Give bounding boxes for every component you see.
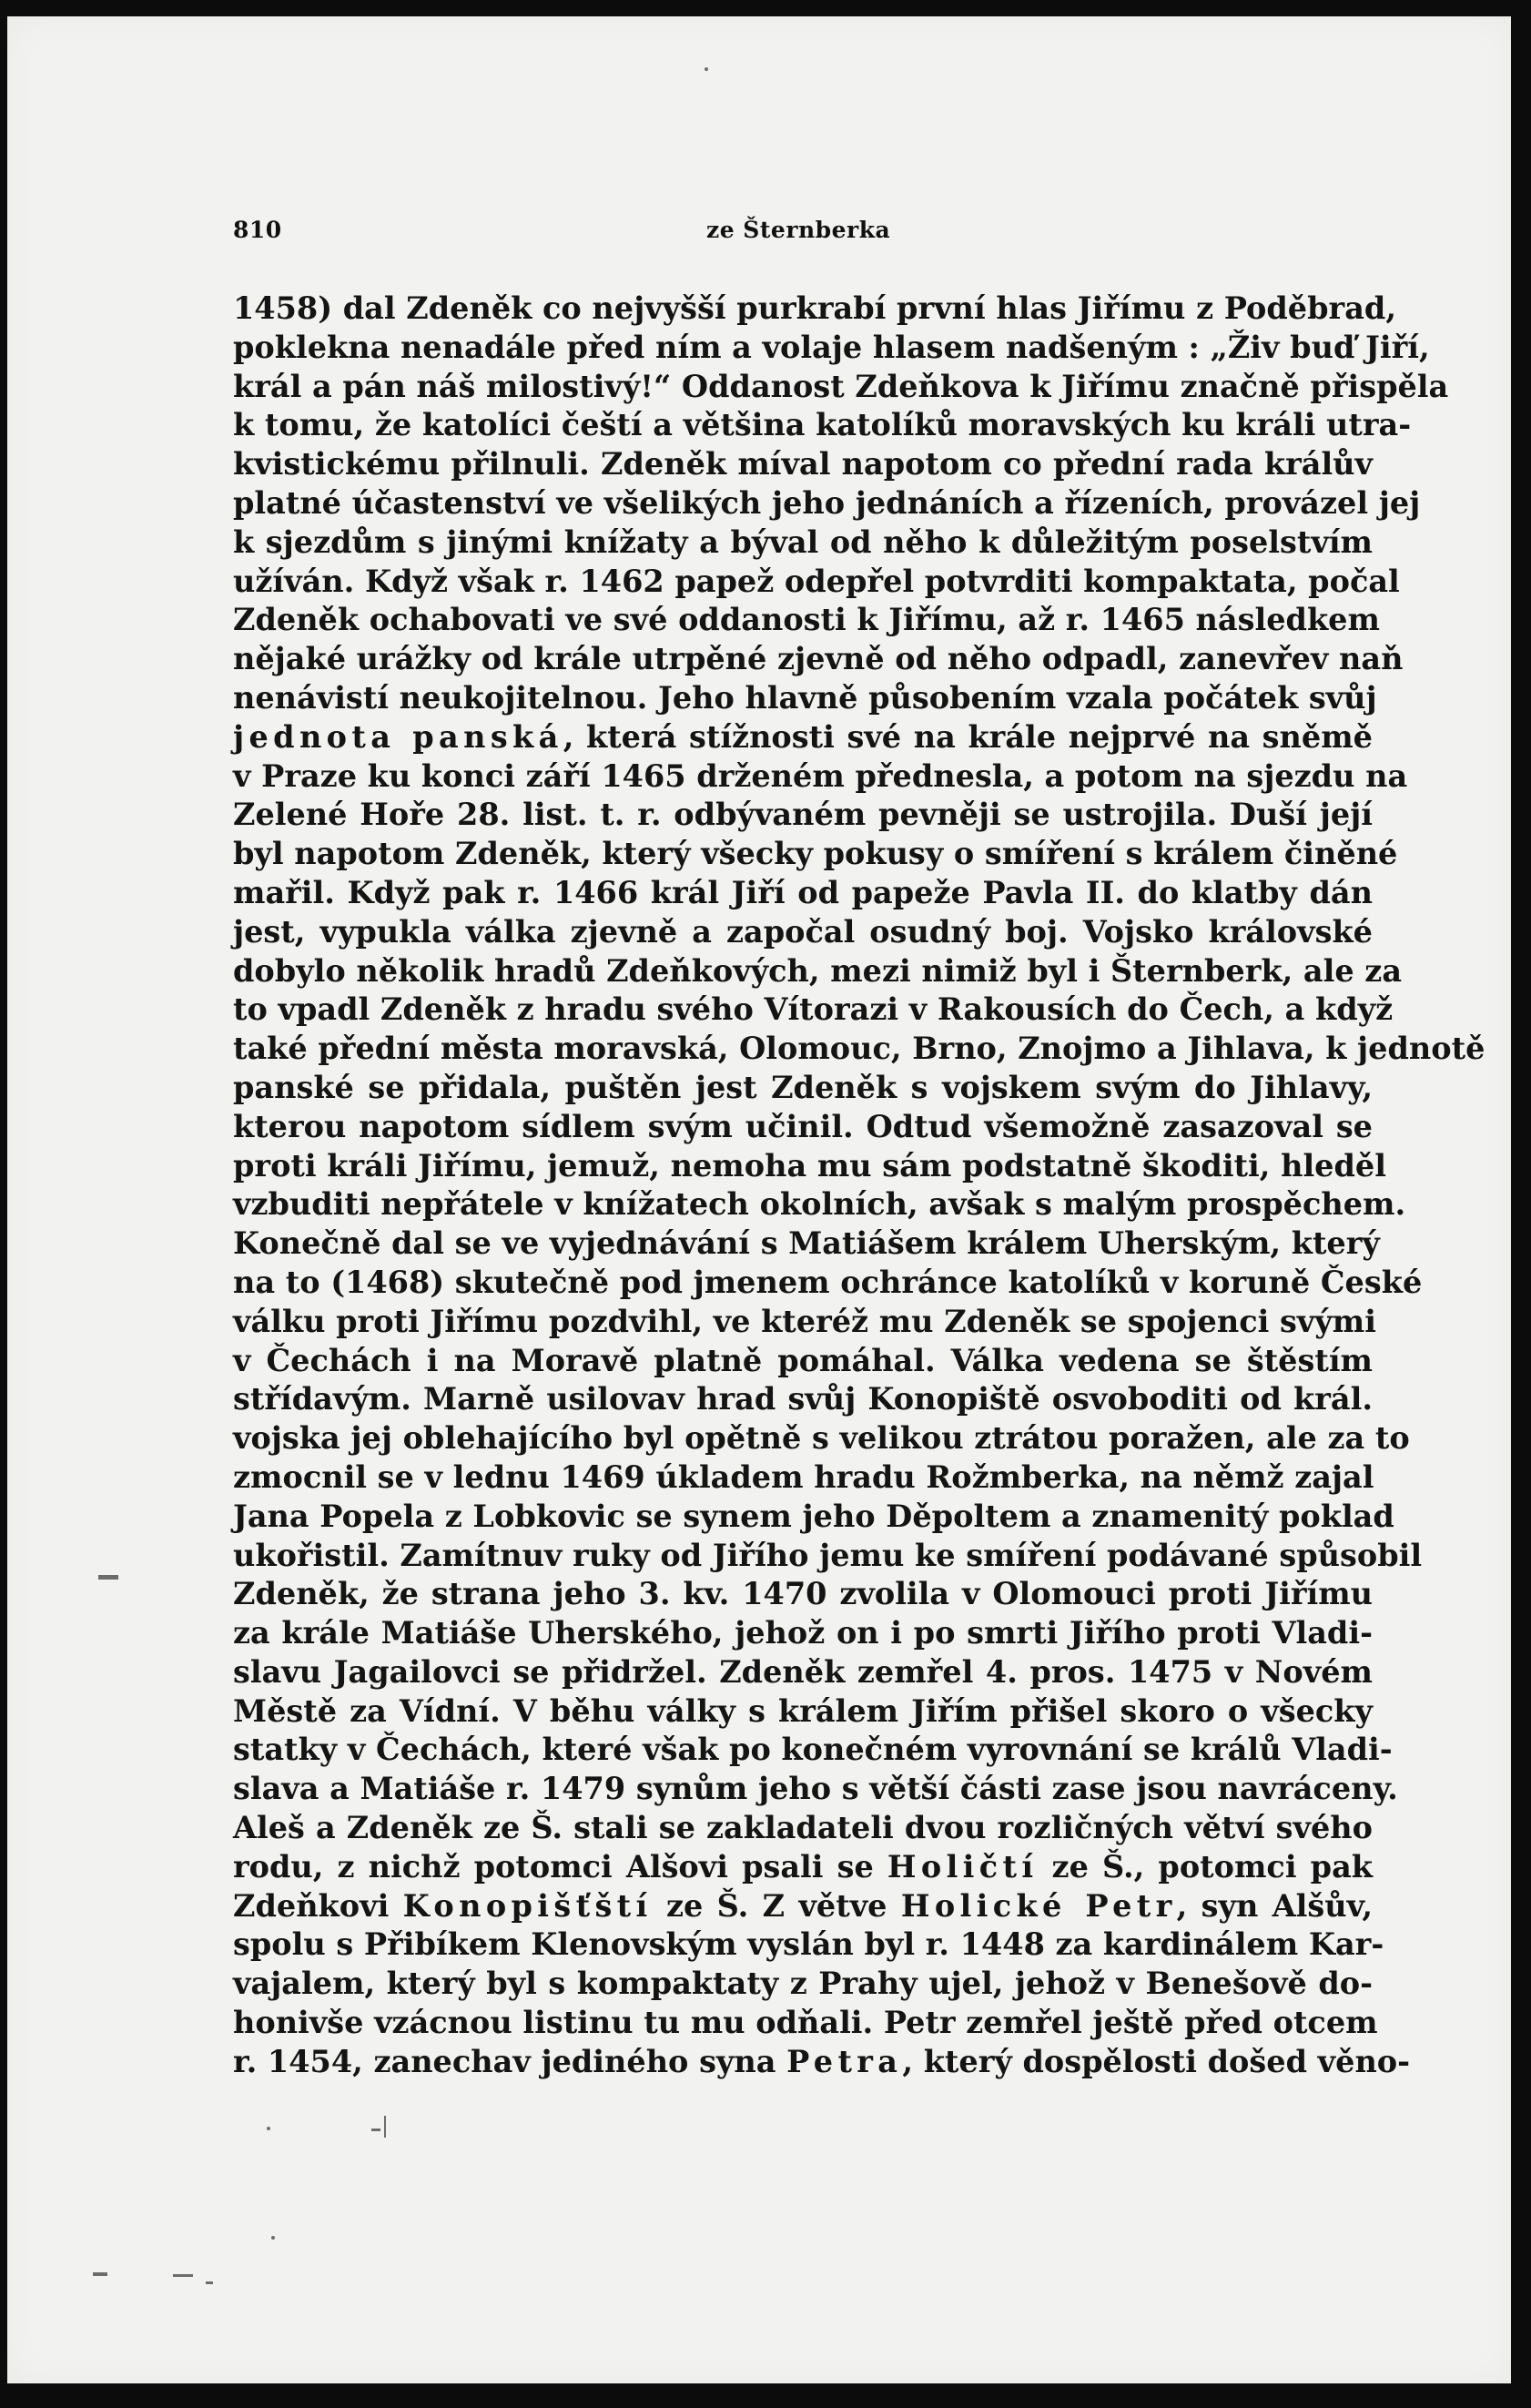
text-line: vzbuditi nepřátele v knížatech okolních, avšak s malým prospěchem. (233, 1186, 1406, 1223)
scan-speck (173, 2274, 193, 2277)
text-line (233, 718, 1373, 757)
body-text (233, 290, 1485, 2082)
spaced-term: Petra (786, 2043, 903, 2079)
text-line: 1458) dal Zdeněk co nejvyšší purkrabí první hlas Jiřímu z Poděbrad, (233, 290, 1396, 326)
scan-speck (271, 2236, 275, 2240)
text-fragment: r. 1454, zanechav jediného syna (233, 2043, 787, 2079)
text-fragment: ze Š. Z větve (652, 1887, 901, 1924)
text-line: to vpadl Zdeněk z hradu svého Vítorazi v Rakousích do Čech, a když (233, 991, 1394, 1028)
text-line (233, 2043, 1411, 2082)
page-header (233, 217, 1373, 257)
text-line: mařil. Když pak r. 1466 král Jiří od papeže Pavla II. do klatby dán (233, 874, 1373, 910)
text-line: nějaké urážky od krále utrpěné zjevně od něho odpadl, zanevřev naň (233, 641, 1404, 677)
text-line: poklekna nenadále před ním a volaje hlasem nadšeným : „Živ buď Jiří, (233, 329, 1430, 365)
text-line: střídavým. Marně usilovav hrad svůj Konopiště osvoboditi od král. (233, 1381, 1373, 1417)
text-line: dobylo několik hradů Zdeňkových, mezi nimiž byl i Šternberk, ale za (233, 952, 1403, 989)
text-line: na to (1468) skutečně pod jmenem ochránce katolíků v koruně České (233, 1264, 1423, 1300)
text-fragment: rodu, z nichž potomci Alšovi psali se (233, 1848, 887, 1885)
text-fragment: , syn Alšův, (1176, 1887, 1373, 1924)
text-line: v Praze ku konci září 1465 drženém přednesla, a potom na sjezdu na (233, 757, 1408, 794)
text-line: nenávistí neukojitelnou. Jeho hlavně působením vzala počátek svůj (233, 679, 1377, 716)
spaced-term: Konopišťští (402, 1887, 653, 1924)
text-line (233, 1848, 1373, 1887)
text-line: k tomu, že katolíci čeští a většina katolíků moravských ku králi utra- (233, 407, 1412, 443)
text-line: Aleš a Zdeněk ze Š. stali se zakladateli dvou rozličných větví svého (233, 1810, 1373, 1846)
scan-speck (371, 2129, 380, 2131)
text-fragment: , která stížnosti své na krále nejprvé na sněmě (563, 718, 1373, 755)
text-line: válku proti Jiřímu pozdvihl, ve kteréž mu Zdeněk se spojenci svými (233, 1303, 1376, 1339)
text-line: Zdeněk ochabovati ve své oddanosti k Jiřímu, až r. 1465 následkem (233, 602, 1380, 638)
text-line: kterou napotom sídlem svým učinil. Odtud všemožně zasazoval se (233, 1108, 1373, 1144)
text-line: ukořistil. Zamítnuv ruky od Jiřího jemu ke smíření podávané spůsobil (233, 1537, 1423, 1573)
scan-speck (206, 2281, 213, 2284)
text-line: slava a Matiáše r. 1479 synům jeho s větší části zase jsou navráceny. (233, 1771, 1398, 1807)
text-line (233, 1887, 1373, 1926)
text-line: za krále Matiáše Uherského, jehož on i po smrti Jiřího proti Vladi- (233, 1615, 1373, 1651)
text-fragment: Zdeňkovi (233, 1887, 403, 1924)
text-line: kvistickému přilnuli. Zdeněk míval napotom co přední rada králův (233, 446, 1373, 483)
text-line: panské se přidala, puštěn jest Zdeněk s vojskem svým do Jihlavy, (233, 1069, 1373, 1105)
text-line: zmocnil se v lednu 1469 úkladem hradu Rožmberka, na němž zajal (233, 1458, 1374, 1495)
spaced-term: Holičtí (887, 1848, 1039, 1885)
scan-speck (705, 67, 708, 71)
text-line: platné účastenství ve všelikých jeho jednáních a řízeních, provázel jej (233, 484, 1421, 521)
margin-mark (98, 1575, 118, 1580)
running-head: ze Šternberka (706, 217, 891, 243)
text-line: také přední města moravská, Olomouc, Brno, Znojmo a Jihlava, k jednotě (233, 1031, 1485, 1067)
spaced-term: Holické Petr (900, 1887, 1177, 1924)
scan-speck (267, 2127, 270, 2130)
text-line: spolu s Přibíkem Klenovským vyslán byl r. 1448 za kardinálem Kar- (233, 1926, 1384, 1963)
scan-speck (93, 2272, 107, 2276)
text-line: Jana Popela z Lobkovic se synem jeho Děpoltem a znamenitý poklad (233, 1498, 1394, 1534)
book-page (7, 16, 1511, 2383)
text-line: byl napotom Zdeněk, který všecky pokusy o smíření s králem činěné (233, 836, 1398, 872)
page-number: 810 (233, 217, 282, 243)
text-fragment: , který dospělosti došed věno- (902, 2043, 1411, 2079)
text-line: užíván. Když však r. 1462 papež odepřel potvrditi kompaktata, počal (233, 563, 1400, 599)
text-line: slavu Jagailovci se přidržel. Zdeněk zemřel 4. pros. 1475 v Novém (233, 1653, 1373, 1690)
text-line: proti králi Jiřímu, jemuž, nemoha mu sám podstatně škoditi, hleděl (233, 1147, 1386, 1184)
text-line: statky v Čechách, které však po konečném vyrovnání se králů Vladi- (233, 1732, 1393, 1768)
text-line: vojska jej oblehajícího byl opětně s velikou ztrátou poražen, ale za to (233, 1420, 1410, 1457)
text-line: král a pán náš milostivý!“ Oddanost Zdeňkova k Jiřímu značně přispěla (233, 368, 1449, 404)
text-line: Zelené Hoře 28. list. t. r. odbývaném pevněji se ustrojila. Duší její (233, 797, 1373, 833)
text-line: Konečně dal se ve vyjednávání s Matiášem králem Uherským, který (233, 1225, 1380, 1262)
scan-speck (384, 2116, 386, 2138)
text-line: Zdeněk, že strana jeho 3. kv. 1470 zvolila v Olomouci proti Jiřímu (233, 1576, 1373, 1612)
spaced-term: jednota panská (233, 718, 563, 755)
text-line: honivše vzácnou listinu tu mu odňali. Petr zemřel ještě před otcem (233, 2005, 1378, 2041)
text-fragment: ze Š., potomci pak (1038, 1848, 1373, 1885)
text-line: jest, vypukla válka zjevně a započal osudný boj. Vojsko královské (233, 913, 1373, 950)
text-line: Městě za Vídní. V běhu války s králem Jiřím přišel skoro o všecky (233, 1692, 1373, 1729)
text-line: v Čechách i na Moravě platně pomáhal. Válka vedena se štěstím (233, 1342, 1373, 1378)
text-line: vajalem, který byl s kompaktaty z Prahy ujel, jehož v Benešově do- (233, 1966, 1373, 2002)
text-line: k sjezdům s jinými knížaty a býval od něho k důležitým poselstvím (233, 523, 1373, 560)
